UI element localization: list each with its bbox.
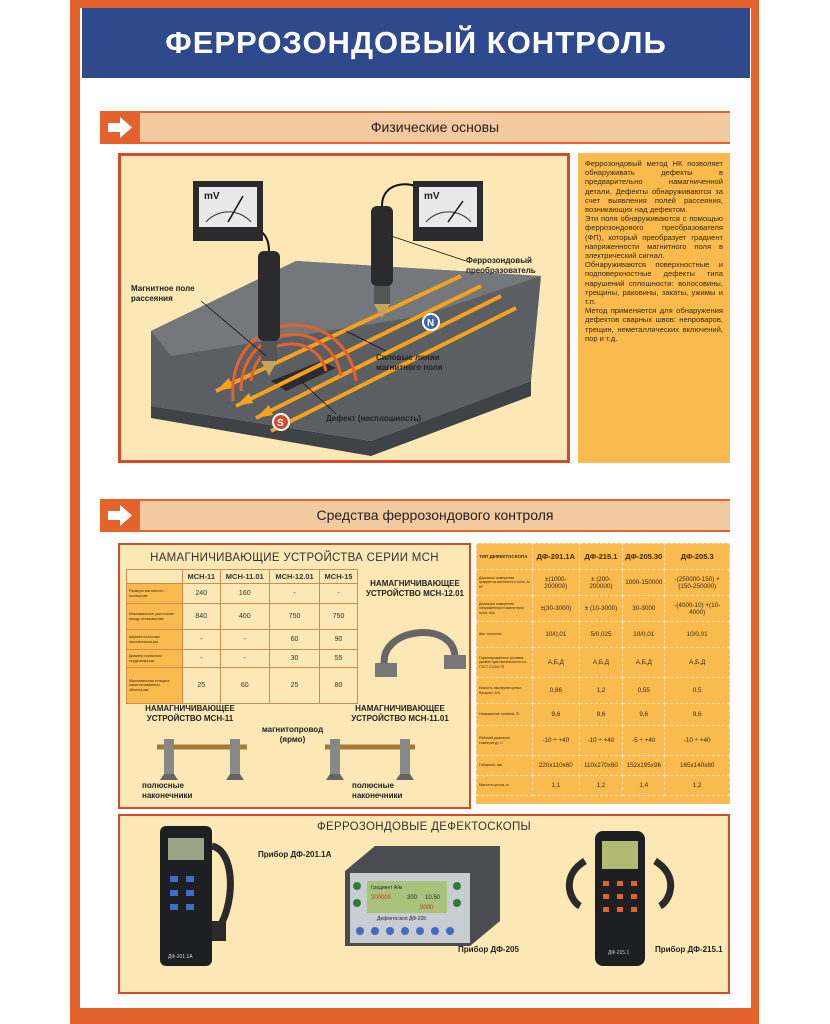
table-cell: 9,6 (533, 704, 580, 726)
n-pole-label: N (427, 318, 435, 329)
screen-text: 200000 (371, 895, 392, 901)
screen-text: 10.50 (425, 895, 441, 901)
table-row (477, 756, 730, 776)
table-row (127, 604, 358, 630)
pole-tips-right-label: полюсные наконечники (352, 781, 403, 800)
meter-unit-left: mV (204, 191, 220, 202)
table-cell: ± (200-200000) (579, 570, 623, 596)
table-cell: 25 (270, 668, 320, 704)
table-cell: 25 (183, 668, 221, 704)
table-row (127, 630, 358, 650)
row-header: Напряжение питания, В (477, 704, 533, 726)
table-cell: 10/0,01 (533, 622, 580, 648)
table-row (127, 650, 358, 668)
table-cell: 400 (220, 604, 270, 630)
row-header: Ширина полюсных наконечников,мм (127, 630, 183, 650)
table-cell: 9,6 (665, 704, 730, 726)
table-cell: А,Б,Д (533, 648, 580, 678)
table-cell: -10 ÷ +40 (533, 726, 580, 756)
screen-caption: Дефектоскоп ДФ-205 (377, 916, 427, 922)
bottom-bar (70, 1008, 759, 1024)
table-cell: А,Б,Д (623, 648, 665, 678)
table-cell: 1,4 (623, 776, 665, 796)
frame-right (751, 0, 759, 1012)
table-row (477, 622, 730, 648)
meter-left-icon (193, 181, 263, 241)
table-cell: -(4000-10) +(10-4000) (665, 596, 730, 622)
msn-1101-device-icon (320, 735, 420, 780)
table-cell: - (270, 584, 320, 604)
section-heading-tools (100, 499, 730, 532)
row-header: Диаметр полюсного сердечника,мм (127, 650, 183, 668)
table-header-cell: МСН-12.01 (270, 570, 320, 584)
arrow-icon (100, 501, 140, 530)
table-cell: 165х140х80 (665, 756, 730, 776)
df-table (476, 543, 730, 796)
table-cell: -(250000-150) +(150-250000) (665, 570, 730, 596)
table-header-cell: МСН-11 (183, 570, 221, 584)
magnetoprovod-label: магнитопровод (ярмо) (261, 725, 324, 744)
df201-body-label: ДФ-201.1А (168, 954, 193, 960)
device-1201-label: НАМАГНИЧИВАЮЩЕЕ УСТРОЙСТВО МСН-12.01 (365, 579, 465, 598)
arrow-icon (100, 113, 140, 142)
label-defect: Дефект (несплошность) (326, 414, 421, 423)
label-magnetic-field: Магнитное поле рассеяния (131, 284, 195, 303)
device-df201-label: Прибор ДФ-201.1А (258, 850, 332, 859)
msn-table (126, 569, 358, 704)
table-header-cell: ДФ-205.30 (623, 544, 665, 570)
table-cell: 750 (320, 604, 358, 630)
table-header-cell (127, 570, 183, 584)
row-header: Максимальная толщина намагничиваемого объекта,мм (127, 668, 183, 704)
table-cell: 240 (183, 584, 221, 604)
table-cell: 30 (270, 650, 320, 668)
table-cell: А,Б,Д (665, 648, 730, 678)
table-cell: ±(1000-200000) (533, 570, 580, 596)
table-cell: 840 (183, 604, 221, 630)
pole-tips-left-label: полюсные наконечники (142, 781, 193, 800)
table-cell: 0,55 (623, 678, 665, 704)
df201-device-icon (150, 826, 250, 986)
table-cell: 9,6 (623, 704, 665, 726)
row-header: Диапазон измерения градиента магнитного поля, А/м² (477, 570, 533, 596)
table-cell: 1,2 (579, 678, 623, 704)
table-cell: 60 (270, 630, 320, 650)
screen-text: Градиент А/м (371, 885, 403, 891)
table-cell: 10/0,01 (665, 622, 730, 648)
table-cell: - (183, 650, 221, 668)
table-cell: 80 (320, 668, 358, 704)
devices-panel (118, 814, 730, 994)
desc-paragraph: Феррозондовый метод НК позволяет обнаруживать дефекты в предварительно намагниченной детали. Дефекты обнаруживаются за счет выявления полей рассеяния, возникающих над дефектом. (585, 159, 723, 215)
title-band (82, 8, 750, 78)
table-cell: 0,86 (533, 678, 580, 704)
table-row (127, 584, 358, 604)
table-cell: 220х110х60 (533, 756, 580, 776)
table-cell: -10 ÷ +40 (579, 726, 623, 756)
table-cell: - (183, 630, 221, 650)
table-row (477, 726, 730, 756)
row-header: Максимальное расстояние между полюсами,мм (127, 604, 183, 630)
meter-unit-right: mV (424, 191, 440, 202)
s-pole-label: S (277, 418, 284, 429)
screen-text: 0000 (420, 905, 434, 911)
table-cell: 1,1 (533, 776, 580, 796)
msn-panel (118, 543, 471, 809)
table-row (477, 776, 730, 796)
table-row (127, 668, 358, 704)
msn-title: НАМАГНИЧИВАЮЩИЕ УСТРОЙСТВА СЕРИИ МСН (150, 552, 439, 564)
table-cell: ±(30-3000) (533, 596, 580, 622)
table-cell: - (320, 584, 358, 604)
df215-body-label: ДФ-215.1 (608, 950, 630, 956)
section-heading-label: Физические основы (370, 119, 500, 135)
table-cell: 1,2 (665, 776, 730, 796)
msn-11-device-icon (152, 735, 252, 780)
device-df215-label: Прибор ДФ-215.1 (655, 945, 723, 954)
table-row (477, 704, 730, 726)
label-probe: Феррозондовый преобразователь (466, 256, 536, 275)
row-header: Размеры магнитного полюса,мм (127, 584, 183, 604)
label-field-lines: Силовые линии магнитного поля (376, 353, 443, 372)
table-row (477, 570, 730, 596)
table-cell: 5/0,025 (579, 622, 623, 648)
table-cell: - (220, 650, 270, 668)
desc-paragraph: Метод применяется для обнаружения дефектов сварных швов: непроваров, трещин, неметаллических включений, пор и т.д. (585, 306, 723, 343)
table-cell: 30-3000 (623, 596, 665, 622)
row-header: Шаг точности (477, 622, 533, 648)
table-cell: 1,2 (579, 776, 623, 796)
table-cell: 60 (220, 668, 270, 704)
table-cell: 160 (220, 584, 270, 604)
frame-top (70, 0, 759, 8)
table-cell: А,Б,Д (579, 648, 623, 678)
page-title: ФЕРРОЗОНДОВЫЙ КОНТРОЛЬ (165, 25, 667, 60)
physics-illustration (118, 153, 570, 463)
table-cell: 750 (270, 604, 320, 630)
device-df205-label: Прибор ДФ-205 (458, 945, 519, 954)
desc-paragraph: Обнаруживаются поверхностные и подповерхностные дефекты типа нарушений сплошности: волосовины, трещины, раковины, закаты, ужимы и т.п. (585, 260, 723, 307)
physics-description (578, 153, 730, 463)
section-heading-label: Средства феррозондового контроля (316, 507, 554, 523)
row-header: Габариты, мм (477, 756, 533, 776)
table-cell: 90 (320, 630, 358, 650)
table-row (477, 678, 730, 704)
table-header-cell: МСН-15 (320, 570, 358, 584)
row-header: Масса в целом, кг (477, 776, 533, 796)
table-header-cell: ДФ-205.3 (665, 544, 730, 570)
table-cell: -10 ÷ +40 (665, 726, 730, 756)
table-cell: -5 ÷ +40 (623, 726, 665, 756)
table-cell: 9,6 (579, 704, 623, 726)
meter-right-icon (413, 181, 483, 241)
table-cell: 1000-150000 (623, 570, 665, 596)
table-cell: 0,5 (665, 678, 730, 704)
table-cell: 152х195х96 (623, 756, 665, 776)
table-cell: ± (10-3000) (579, 596, 623, 622)
devices-title: ФЕРРОЗОНДОВЫЕ ДЕФЕКТОСКОПЫ (316, 821, 532, 833)
df-panel (476, 543, 730, 804)
table-header-cell: МСН-11.01 (220, 570, 270, 584)
section-heading-physics (100, 111, 730, 144)
df215-device-icon (565, 826, 675, 986)
row-header: Диапазон измерения напряженности магнитного поля, А/м (477, 596, 533, 622)
table-cell: 55 (320, 650, 358, 668)
table-cell: - (220, 630, 270, 650)
row-header: Гарантированные условия уровня чувствительности по ГОСТ 21104-75 (477, 648, 533, 678)
device-1101-label: НАМАГНИЧИВАЮЩЕЕ УСТРОЙСТВО МСН-11.01 (351, 704, 449, 723)
df205-device-icon (345, 841, 505, 951)
frame-left (70, 0, 80, 1012)
row-header: Рабочий диапазон температур, С (477, 726, 533, 756)
screen-text: 300 (407, 895, 418, 901)
table-header-cell: ТИП ДЕФЕКТОСКОПА (477, 544, 533, 570)
table-header-row (477, 544, 730, 570)
table-row (477, 648, 730, 678)
msn-1201-device-icon (370, 613, 470, 683)
table-header-cell: ДФ-201.1А (533, 544, 580, 570)
table-header-cell: ДФ-215.1 (579, 544, 623, 570)
row-header: Емкость аккумуляторных батарей, А*ч (477, 678, 533, 704)
device-11-label: НАМАГНИЧИВАЮЩЕЕ УСТРОЙСТВО МСН-11 (145, 704, 235, 723)
table-cell: 110х270х60 (579, 756, 623, 776)
table-cell: 10/0,01 (623, 622, 665, 648)
table-row (477, 596, 730, 622)
table-header-row (127, 570, 358, 584)
desc-paragraph: Эти поля обнаруживаются с помощью феррозондового преобразователя (ФП), который преобразует градиент напряженности магнитного поля в электрический сигнал. (585, 214, 723, 261)
